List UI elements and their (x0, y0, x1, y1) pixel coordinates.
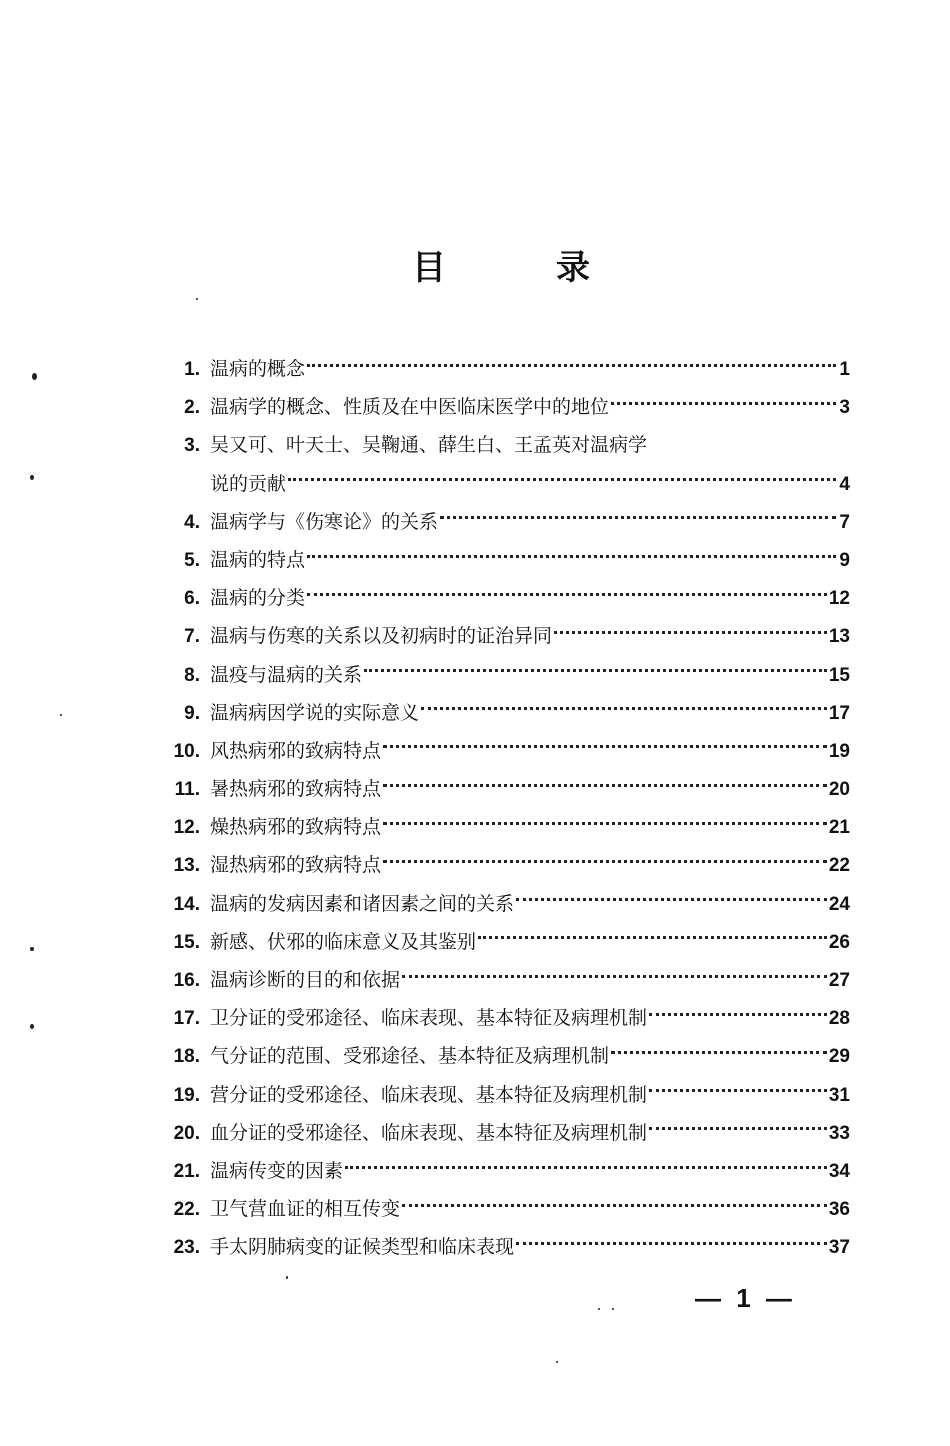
toc-entry-number: 22. (173, 1199, 200, 1221)
toc-entry-page: 7 (839, 511, 850, 533)
toc-entry-page: 17 (828, 702, 850, 724)
toc-entry-page: 4 (839, 473, 850, 495)
toc-entry-title: 风热病邪的致病特点 (210, 739, 382, 762)
toc-entry (160, 1114, 850, 1152)
table-of-contents (160, 350, 850, 1267)
toc-entry-number: 20. (173, 1122, 200, 1144)
dot-leader (478, 936, 827, 939)
dot-leader (421, 707, 827, 710)
dot-leader (554, 631, 827, 634)
toc-entry-title: 手太阴肺病变的证候类型和临床表现 (210, 1236, 515, 1259)
dot-leader (611, 402, 836, 405)
heading-char-right: 录 (556, 248, 590, 288)
toc-entry-title: 气分证的范围、受邪途径、基本特征及病理机制 (210, 1045, 610, 1068)
toc-entry (160, 388, 850, 426)
toc-entry-title: 温病的概念 (210, 358, 306, 380)
toc-entry-number: 15. (173, 931, 200, 953)
toc-entry-number: 2. (184, 397, 200, 419)
toc-entry-title: 卫气营血证的相互传变 (210, 1198, 401, 1221)
toc-entry (160, 1037, 850, 1075)
toc-entry-number: 14. (173, 893, 200, 915)
toc-entry-page: 12 (828, 588, 850, 610)
scan-speck (556, 1361, 558, 1363)
dot-leader (383, 822, 827, 825)
toc-entry-title: 温病诊断的目的和依据 (210, 969, 401, 991)
scan-speck (196, 298, 198, 300)
dot-leader (649, 1089, 827, 1092)
toc-entry-page: 36 (828, 1199, 850, 1221)
toc-entry-title: 卫分证的受邪途径、临床表现、基本特征及病理机制 (210, 1007, 648, 1030)
toc-entry (160, 579, 850, 617)
dot-leader (364, 669, 827, 672)
toc-entry-number: 23. (173, 1237, 200, 1259)
toc-entry-number: 12. (173, 817, 200, 839)
toc-entry (160, 1076, 850, 1114)
toc-entry-page: 24 (828, 893, 850, 915)
toc-entry-title: 血分证的受邪途径、临床表现、基本特征及病理机制 (210, 1121, 648, 1144)
dot-leader (516, 898, 827, 901)
toc-entry-title: 温病的特点 (210, 548, 306, 571)
toc-entry-number: 11. (174, 779, 200, 801)
toc-entry-page: 29 (828, 1046, 850, 1068)
toc-entry (160, 1152, 850, 1190)
toc-entry-number: 7. (184, 626, 200, 648)
dot-leader (307, 593, 827, 596)
toc-entry (160, 770, 850, 808)
toc-entry-page: 20 (828, 779, 850, 801)
toc-entry-title: 燥热病邪的致病特点 (210, 816, 382, 839)
scan-speck (612, 1308, 614, 1310)
toc-entry (160, 999, 850, 1037)
toc-entry (160, 694, 850, 732)
toc-entry-title: 温疫与温病的关系 (210, 663, 363, 686)
toc-entry-number: 4. (184, 511, 200, 533)
toc-entry-page: 27 (828, 970, 850, 991)
dot-leader (383, 860, 827, 863)
toc-entry-title: 新感、伏邪的临床意义及其鉴别 (210, 930, 477, 953)
toc-entry-number: 17. (173, 1008, 200, 1030)
toc-entry-page: 3 (839, 397, 850, 419)
toc-entry (160, 961, 850, 999)
toc-entry-title: 温病传变的因素 (210, 1159, 344, 1182)
dot-leader (440, 516, 836, 519)
dot-leader (402, 1204, 827, 1207)
toc-entry-number: 1. (184, 359, 200, 380)
scan-speck (60, 714, 62, 716)
toc-entry (160, 350, 850, 388)
toc-entry (160, 923, 850, 961)
toc-entry (160, 656, 850, 694)
toc-entry-title: 温病与伤寒的关系以及初病时的证治异同 (210, 625, 553, 648)
dot-leader (402, 975, 827, 978)
scan-speck (30, 947, 34, 951)
toc-entry-number: 13. (173, 855, 200, 877)
scan-speck (32, 373, 37, 380)
dot-leader (307, 364, 836, 367)
toc-entry (160, 426, 850, 464)
dot-leader (383, 745, 827, 748)
heading-char-left: 目 (412, 248, 446, 288)
toc-entry (160, 808, 850, 846)
toc-entry-number: 5. (184, 549, 200, 571)
toc-entry-title: 暑热病邪的致病特点 (210, 778, 382, 801)
toc-entry-page: 34 (828, 1160, 850, 1182)
toc-entry (160, 541, 850, 579)
toc-entry-number: 10. (173, 740, 200, 762)
toc-entry-number: 21. (173, 1160, 200, 1182)
toc-entry-page: 33 (828, 1122, 850, 1144)
dot-leader (307, 555, 836, 558)
toc-entry-number: 3. (184, 435, 200, 457)
scan-speck (286, 1276, 288, 1279)
toc-entry-number: 6. (184, 588, 200, 610)
toc-entry-number: 9. (184, 702, 200, 724)
toc-entry-page: 19 (828, 740, 850, 762)
toc-entry-title: 温病病因学说的实际意义 (210, 701, 420, 724)
toc-entry-page: 26 (828, 931, 850, 953)
dot-leader (383, 784, 827, 787)
toc-entry-title: 温病的分类 (210, 587, 306, 610)
toc-entry-page: 21 (828, 817, 850, 839)
toc-entry (160, 885, 850, 923)
toc-entry-title: 温病学的概念、性质及在中医临床医学中的地位 (210, 396, 610, 419)
dot-leader (649, 1013, 827, 1016)
toc-entry-title: 营分证的受邪途径、临床表现、基本特征及病理机制 (210, 1083, 648, 1106)
scan-speck (598, 1308, 600, 1310)
toc-entry (160, 732, 850, 770)
scan-speck (30, 475, 34, 480)
toc-entry-number: 16. (173, 970, 200, 991)
toc-entry-page: 37 (828, 1237, 850, 1259)
toc-entry-number: 8. (184, 664, 200, 686)
dot-leader (611, 1051, 827, 1054)
toc-entry-number: 18. (173, 1046, 200, 1068)
toc-entry (160, 503, 850, 541)
toc-entry (160, 1228, 850, 1266)
toc-entry-title: 吴又可、叶天士、吴鞠通、薛生白、王孟英对温病学 (210, 434, 648, 457)
dot-leader (345, 1166, 827, 1169)
dot-leader (516, 1242, 827, 1245)
toc-entry-title-continued: 说的贡献 (210, 472, 287, 495)
dot-leader (288, 478, 836, 481)
toc-entry-page: 28 (828, 1008, 850, 1030)
scan-speck (30, 1024, 34, 1029)
toc-entry-title: 温病学与《伤寒论》的关系 (210, 510, 439, 533)
toc-entry (160, 1190, 850, 1228)
toc-entry-page: 31 (828, 1084, 850, 1106)
toc-entry-number: 19. (173, 1084, 200, 1106)
toc-entry-title: 温病的发病因素和诸因素之间的关系 (210, 892, 515, 915)
toc-entry-page: 1 (839, 359, 850, 380)
toc-entry-page: 13 (828, 626, 850, 648)
toc-entry (160, 846, 850, 884)
toc-entry (160, 617, 850, 655)
page-number-footer: — 1 — (695, 1283, 796, 1313)
toc-entry-page: 15 (828, 664, 850, 686)
dot-leader (649, 1127, 827, 1130)
toc-entry-continuation (160, 465, 850, 503)
toc-entry-page: 22 (828, 855, 850, 877)
toc-entry-page: 9 (839, 549, 850, 571)
toc-entry-title: 湿热病邪的致病特点 (210, 854, 382, 877)
